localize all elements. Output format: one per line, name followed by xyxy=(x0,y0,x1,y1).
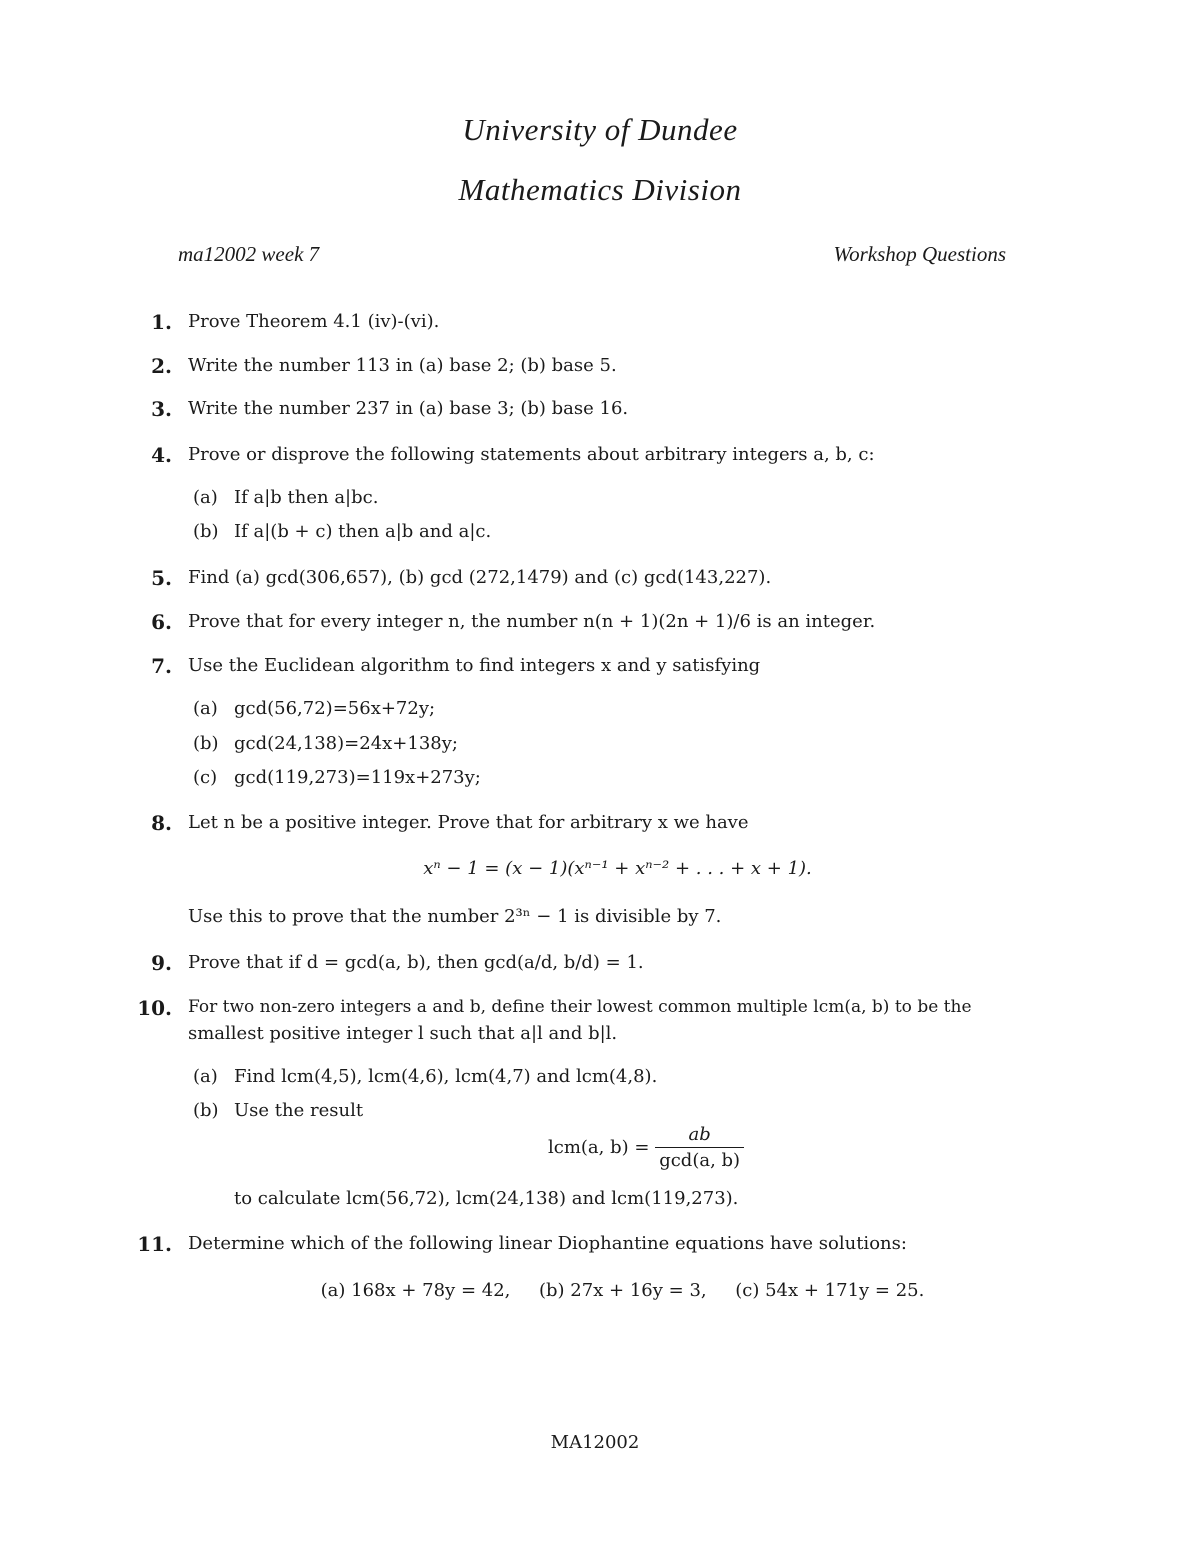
display-equations: (a) 168x + 78y = 42, (b) 27x + 16y = 3, (c) 54x + 171y = 25. xyxy=(320,1280,925,1301)
sheet-title: Workshop Questions xyxy=(833,242,1006,266)
part-label: (c) xyxy=(193,767,218,788)
university-title: University of Dundee xyxy=(462,112,738,147)
part-text: If a|b then a|bc. xyxy=(234,487,379,508)
part-label: (a) xyxy=(193,1066,218,1087)
formula-numerator: ab xyxy=(655,1124,744,1148)
formula-lhs: lcm(a, b) = xyxy=(548,1137,650,1158)
part-text: Find lcm(4,5), lcm(4,6), lcm(4,7) and lcm(4,8). xyxy=(234,1066,658,1087)
part-text: gcd(24,138)=24x+138y; xyxy=(234,733,458,754)
question-text: Write the number 113 in (a) base 2; (b) base 5. xyxy=(188,355,617,376)
part-label: (b) xyxy=(193,733,219,754)
question-text: Prove that if d = gcd(a, b), then gcd(a/d, b/d) = 1. xyxy=(188,952,644,973)
page-footer: MA12002 xyxy=(550,1432,640,1453)
part-text: Use the result xyxy=(234,1100,364,1121)
question-text: Write the number 237 in (a) base 3; (b) base 16. xyxy=(188,398,629,419)
question-number: 8. xyxy=(151,811,172,835)
question-text: Determine which of the following linear Diophantine equations have solutions: xyxy=(188,1233,907,1254)
question-text: Find (a) gcd(306,657), (b) gcd (272,1479) and (c) gcd(143,227). xyxy=(188,567,772,588)
display-equation: xⁿ − 1 = (x − 1)(xⁿ⁻¹ + xⁿ⁻² + . . . + x + 1). xyxy=(423,858,812,879)
lcm-formula xyxy=(548,1124,744,1171)
part-label: (a) xyxy=(193,487,218,508)
question-text: Prove that for every integer n, the number n(n + 1)(2n + 1)/6 is an integer. xyxy=(188,611,876,632)
question-number: 10. xyxy=(137,996,172,1020)
question-followup: to calculate lcm(56,72), lcm(24,138) and lcm(119,273). xyxy=(234,1188,739,1209)
formula-denominator: gcd(a, b) xyxy=(659,1150,741,1171)
part-text: gcd(119,273)=119x+273y; xyxy=(234,767,481,788)
question-text: Use the Euclidean algorithm to find integers x and y satisfying xyxy=(188,655,761,676)
question-number: 6. xyxy=(151,610,172,634)
course-week: ma12002 week 7 xyxy=(178,242,320,266)
question-number: 4. xyxy=(151,443,172,467)
question-number: 7. xyxy=(151,654,172,678)
question-number: 2. xyxy=(151,354,172,378)
question-text: Let n be a positive integer. Prove that for arbitrary x we have xyxy=(188,812,749,833)
part-label: (b) xyxy=(193,521,219,542)
question-number: 3. xyxy=(151,397,172,421)
division-title: Mathematics Division xyxy=(458,172,742,207)
question-number: 5. xyxy=(151,566,172,590)
question-number: 1. xyxy=(151,310,172,334)
question-text-line1: For two non-zero integers a and b, define their lowest common multiple lcm(a, b) to be the xyxy=(188,997,972,1017)
part-label: (a) xyxy=(193,698,218,719)
question-number: 9. xyxy=(151,951,172,975)
question-text-line2: smallest positive integer l such that a|l and b|l. xyxy=(188,1023,618,1044)
question-followup: Use this to prove that the number 2³ⁿ − 1 is divisible by 7. xyxy=(188,906,722,927)
part-text: If a|(b + c) then a|b and a|c. xyxy=(234,521,492,542)
question-number: 11. xyxy=(137,1232,172,1256)
part-text: gcd(56,72)=56x+72y; xyxy=(234,698,436,719)
formula-fraction xyxy=(655,1124,744,1171)
question-text: Prove Theorem 4.1 (iv)-(vi). xyxy=(188,311,440,332)
part-label: (b) xyxy=(193,1100,219,1121)
question-text: Prove or disprove the following statements about arbitrary integers a, b, c: xyxy=(188,444,875,465)
